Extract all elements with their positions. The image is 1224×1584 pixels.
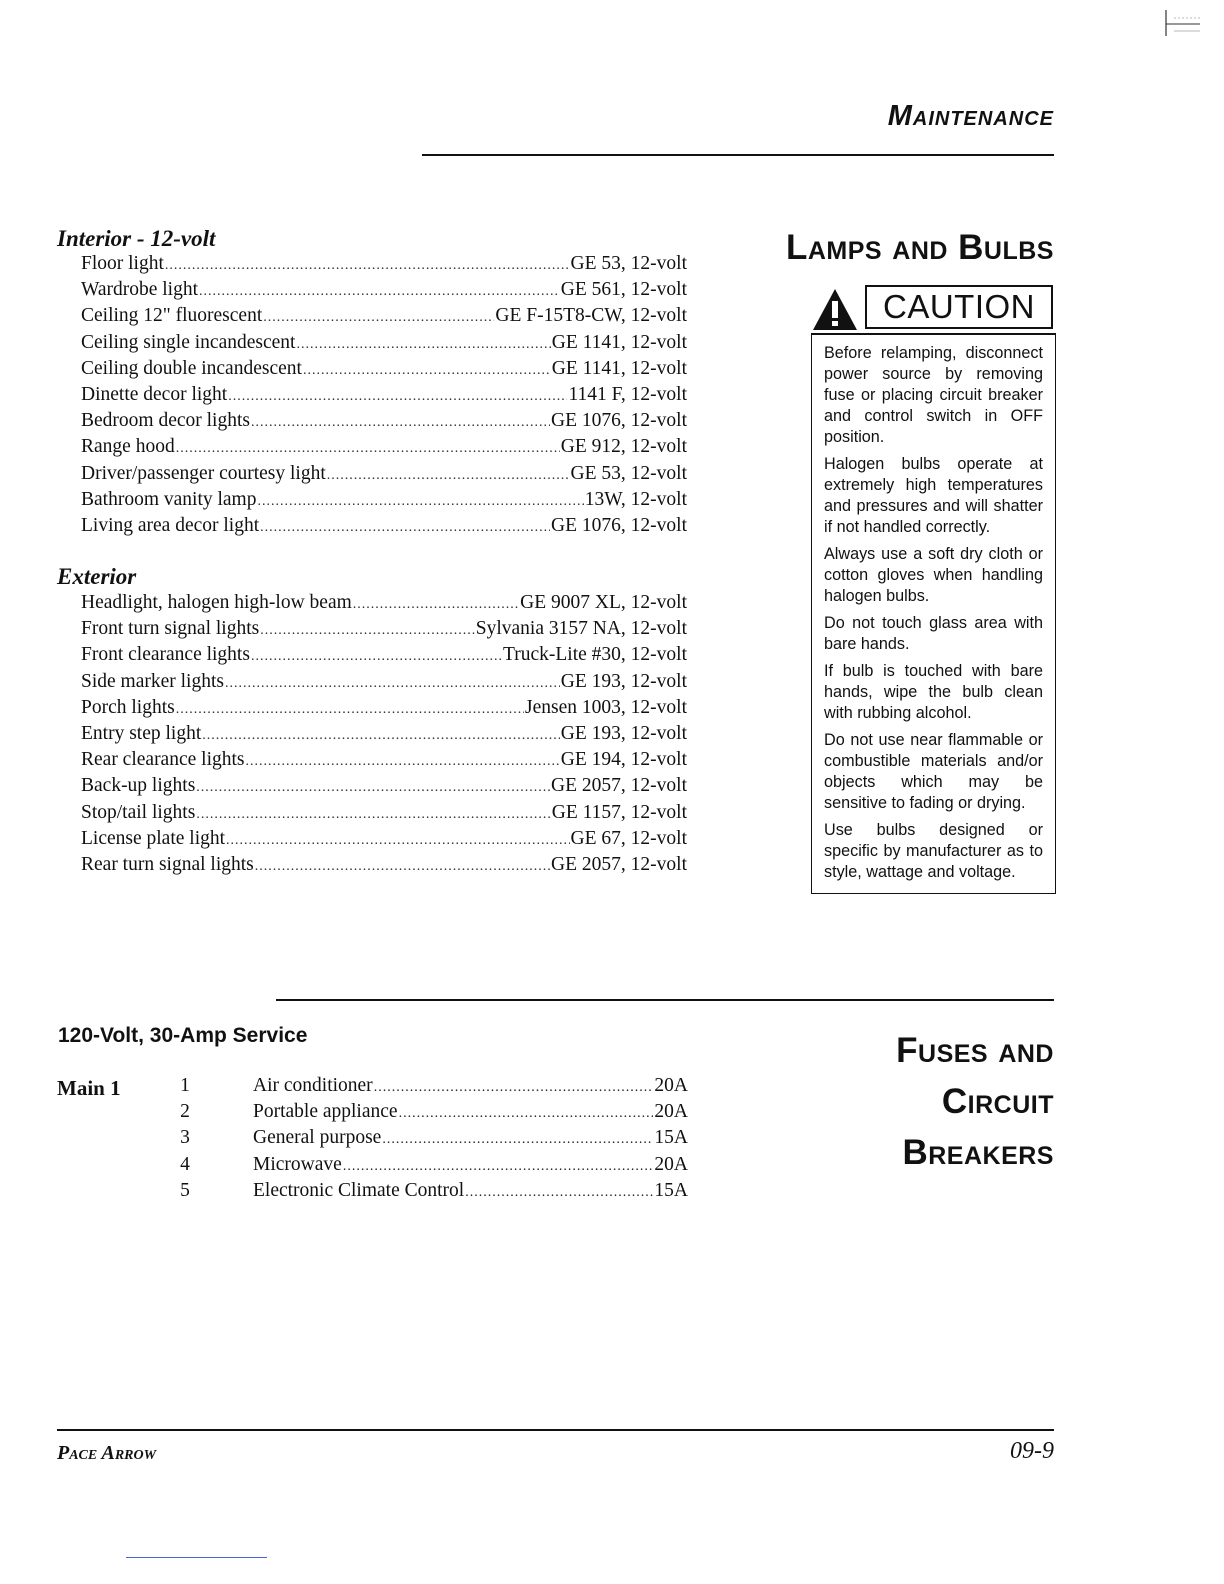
caution-box [811,285,1056,894]
bulb-row-value: GE 53, 12-volt [570,253,687,274]
fuse-row [170,1101,688,1127]
dot-leader [226,833,570,849]
bulb-row-name: Ceiling 12" fluorescent [81,305,263,327]
bulb-row [81,854,687,880]
bulb-row [81,410,687,436]
fuse-row-value: 20A [654,1153,688,1175]
dot-leader [202,728,560,744]
bulb-row [81,489,687,515]
bulb-row-name: Bathroom vanity lamp [81,488,257,510]
fuse-row-number: 4 [180,1153,190,1175]
section-divider-rule [276,999,1054,1001]
corner-crop-mark-icon [1164,8,1202,38]
bulb-row [81,749,687,775]
footer-scan-line [126,1557,267,1558]
fuse-row [170,1154,688,1180]
bulb-row-value: GE 1141, 12-volt [551,357,687,379]
footer-page-number: 09-9 [1010,1438,1054,1464]
fuse-row [170,1127,688,1153]
dot-leader [303,363,551,379]
service-title: 120-Volt, 30-Amp Service [58,1024,308,1047]
bulb-row-name: Wardrobe light [81,279,199,301]
dot-leader [382,1132,653,1148]
bulb-row-name: Entry step light [81,722,202,744]
caution-header [811,285,1056,331]
bulb-row-name: Front turn signal lights [81,618,260,640]
fuse-row-value: 15A [654,1179,688,1201]
bulb-row [81,279,687,305]
fuse-row-number: 1 [180,1075,190,1096]
dot-leader [251,649,502,665]
exterior-bulb-list [81,592,687,880]
dot-leader [225,676,560,692]
bulb-row [81,253,687,279]
bulb-row [81,697,687,723]
footer-product-name: Pace Arrow [57,1442,157,1464]
bulb-row-value: GE 2057, 12-volt [551,775,687,797]
dot-leader [343,1159,654,1175]
bulb-row-value: 13W, 12-volt [584,488,687,510]
bulb-row-name: Front clearance lights [81,644,250,666]
caution-paragraph: Do not touch glass area with bare hands. [824,614,1043,653]
bulb-row-name: Bedroom decor lights [81,410,250,432]
bulb-row-name: Stop/tail lights [81,801,196,823]
bulb-row [81,358,687,384]
dot-leader [251,415,550,431]
bulb-row-name: License plate light [81,827,226,849]
page-section-title: Maintenance [887,100,1054,132]
bulb-row-name: Back-up lights [81,775,196,797]
interior-list-title: Interior - 12-volt [57,226,216,251]
fuse-row-name: Microwave [253,1153,342,1175]
bulb-row-value: Truck-Lite #30, 12-volt [503,644,687,666]
exterior-list-title: Exterior [57,564,137,589]
fuse-row-number: 5 [180,1179,190,1201]
bulb-row-value: Sylvania 3157 NA, 12-volt [475,618,687,640]
dot-leader [257,494,583,510]
dot-leader [228,389,567,405]
fuse-row-name: General purpose [253,1127,382,1149]
caution-paragraph: Before relamping, disconnect power source by removing fuse or placing circuit breaker and control switch in OFF position. [824,344,1043,446]
bulb-row [81,463,687,489]
caution-paragraph: Use bulbs designed or specific by manufacturer as to style, wattage and voltage. [824,821,1043,881]
dot-leader [260,520,550,536]
dot-leader [196,780,550,796]
fuses-heading-line-2: Circuit [941,1082,1054,1121]
bulb-row-value: GE 193, 12-volt [560,722,687,744]
fuses-heading [896,1025,1054,1178]
bulb-row [81,802,687,828]
bulb-row-name: Ceiling single incandescent [81,331,296,353]
dot-leader [296,337,550,353]
dot-leader [176,702,524,718]
bulb-row [81,671,687,697]
panel-label: Main 1 [57,1076,121,1100]
bulb-row-value: GE 2057, 12-volt [551,853,687,875]
caution-label: CAUTION [865,285,1053,329]
fuses-heading-line-3: Breakers [902,1133,1054,1172]
bulb-row-name: Headlight, halogen high-low beam [81,592,352,613]
caution-text [811,333,1056,894]
interior-bulb-list [81,253,687,541]
fuse-list [170,1075,688,1206]
dot-leader [465,1185,653,1201]
bulb-row-value: GE 9007 XL, 12-volt [520,592,687,613]
dot-leader [246,754,560,770]
bulb-row [81,305,687,331]
dot-leader [255,859,550,875]
bulb-row-value: GE 53, 12-volt [570,462,687,484]
fuse-row-name: Electronic Climate Control [253,1179,465,1201]
caution-paragraph: Do not use near flammable or combustible materials and/or objects which may be sensitive to fading or drying. [824,731,1043,812]
dot-leader [399,1106,654,1122]
fuse-row-name: Portable appliance [253,1101,398,1123]
caution-paragraph: If bulb is touched with bare hands, wipe the bulb clean with rubbing alcohol. [824,662,1043,722]
fuse-row-value: 20A [654,1075,688,1096]
fuses-heading-line-1: Fuses and [896,1031,1054,1070]
dot-leader [327,468,570,484]
bulb-row-name: Rear clearance lights [81,749,245,771]
dot-leader [374,1080,654,1096]
dot-leader [353,597,519,613]
bulb-row-value: GE 561, 12-volt [560,279,687,301]
lamps-heading: Lamps and Bulbs [785,228,1054,267]
bulb-row-value: GE F-15T8-CW, 12-volt [495,305,687,327]
warning-triangle-icon [811,287,859,331]
dot-leader [263,310,494,326]
bulb-row [81,723,687,749]
fuse-row [170,1075,688,1101]
bulb-row [81,828,687,854]
fuse-row-value: 20A [654,1101,688,1123]
bulb-row [81,384,687,410]
bulb-row [81,775,687,801]
fuse-row [170,1180,688,1206]
dot-leader [165,258,570,274]
fuse-row-number: 3 [180,1127,190,1149]
bulb-row-name: Dinette decor light [81,383,228,405]
fuse-row-name: Air conditioner [253,1075,373,1096]
fuse-row-number: 2 [180,1101,190,1123]
bulb-row-name: Floor light [81,253,164,274]
bulb-row-name: Driver/passenger courtesy light [81,462,326,484]
dot-leader [260,623,475,639]
bulb-row-value: GE 193, 12-volt [560,670,687,692]
fuse-row-value: 15A [654,1127,688,1149]
bulb-row-value: GE 1076, 12-volt [551,514,687,536]
bulb-row-name: Rear turn signal lights [81,853,254,875]
bulb-row-name: Ceiling double incandescent [81,357,302,379]
bulb-row-value: GE 912, 12-volt [560,436,687,458]
bulb-row-value: Jensen 1003, 12-volt [525,696,687,718]
bulb-row [81,618,687,644]
bulb-row-value: GE 194, 12-volt [560,749,687,771]
bulb-row-value: GE 1157, 12-volt [551,801,687,823]
bulb-row-name: Porch lights [81,696,175,718]
bulb-row [81,515,687,541]
bulb-row [81,332,687,358]
bulb-row [81,592,687,618]
footer-rule [57,1429,1054,1431]
bulb-row-value: 1141 F, 12-volt [568,383,687,405]
bulb-row-value: GE 1141, 12-volt [551,331,687,353]
caution-paragraph: Always use a soft dry cloth or cotton gloves when handling halogen bulbs. [824,545,1043,605]
bulb-row [81,644,687,670]
bulb-row [81,436,687,462]
bulb-row-value: GE 67, 12-volt [570,827,687,849]
bulb-row-name: Range hood [81,436,175,458]
bulb-row-name: Living area decor light [81,514,260,536]
bulb-row-value: GE 1076, 12-volt [551,410,687,432]
caution-paragraph: Halogen bulbs operate at extremely high temperatures and pressures and will shatter if not handled correctly. [824,455,1043,536]
dot-leader [176,441,560,457]
bulb-row-name: Side marker lights [81,670,224,692]
dot-leader [199,284,560,300]
header-rule [422,154,1054,156]
dot-leader [196,807,550,823]
